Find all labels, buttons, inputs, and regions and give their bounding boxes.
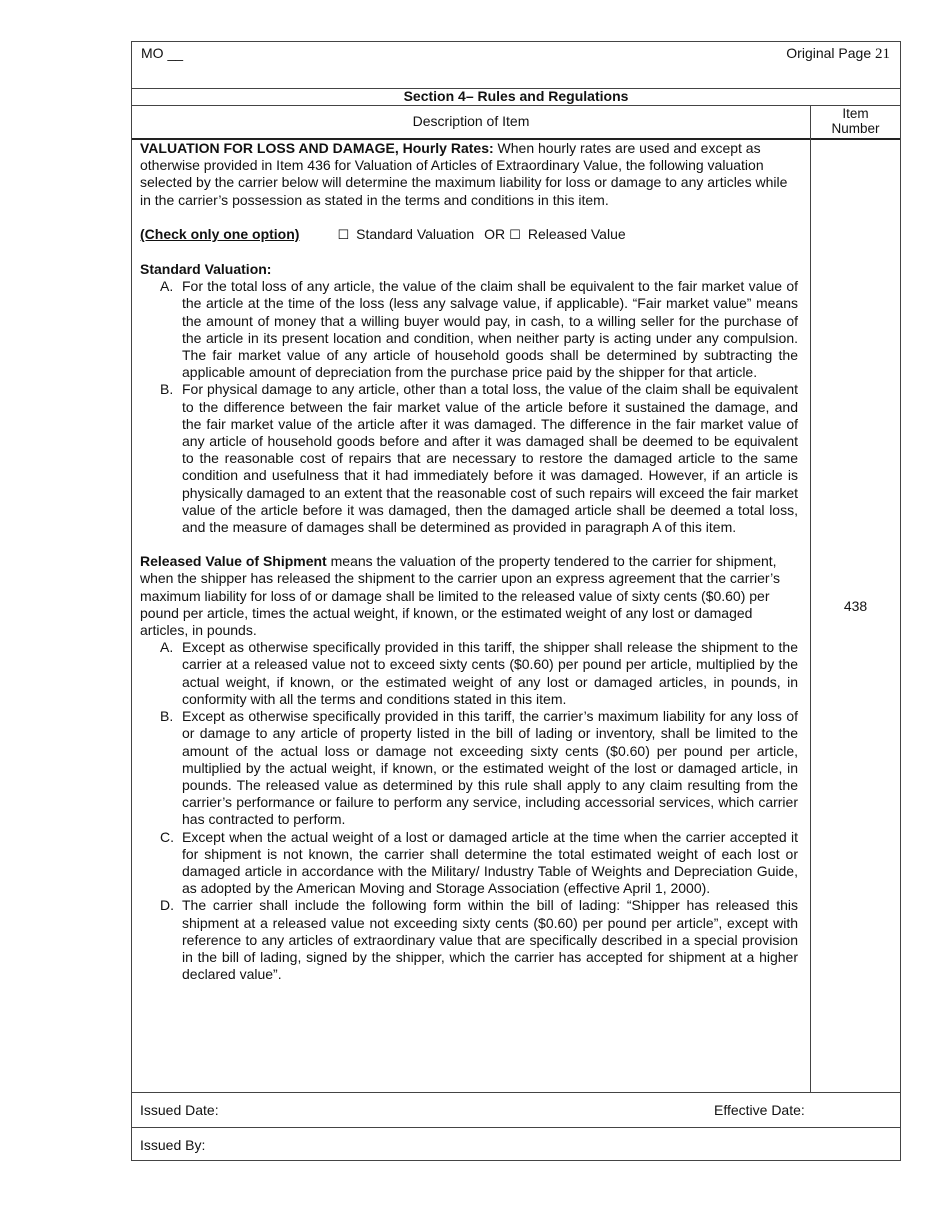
tariff-page-frame bbox=[131, 41, 901, 1161]
standard-checkbox-icon[interactable]: ☐ bbox=[337, 227, 350, 243]
effective-date-label: Effective Date: bbox=[714, 1102, 805, 1118]
list-item: A. For the total loss of any article, the value of the claim shall be equivalent to the fair market value of the article at the time of the loss (less any salvage value, if applicable). “Fair market value” means the amount of money that a willing buyer would pay, in cash, to a willing seller for the purchase of the article in its present location and condition, when neither party is acting under any compulsion. The fair market value of any article of household goods shall be determined by subtracting the applicable amount of depreciation from the purchase price paid by the shipper for that article. bbox=[160, 278, 798, 381]
released-value-option[interactable] bbox=[509, 226, 625, 244]
list-item: D. The carrier shall include the following form within the bill of lading: “Shipper has released this shipment at a released value not exceeding sixty cents ($0.60) per pound per article”, except with reference to any articles of extraordinary value that are specifically described in a special provision in the bill of lading, signed by the shipper, which the carrier has accepted for shipment at a higher declared value”. bbox=[160, 897, 798, 983]
item-content bbox=[140, 140, 798, 983]
original-page bbox=[786, 45, 890, 63]
list-item: B. For physical damage to any article, other than a total loss, the value of the claim shall be equivalent to the difference between the fair market value of the article before it sustained the damage, and the fair market value of the article after it was damaged. The difference in the fair market value of any article of household goods before and after it was damaged shall be deemed to be equivalent to the reasonable cost of repairs that are necessary to restore the damaged article to the same condition and usefulness that it had immediately before it was damaged. However, if an article is physically damaged to an extent that the reasonable cost of such repairs will exceed the fair market value of the article before it was damaged, then the damaged article shall be deemed a total loss, and the measure of damages shall be determined as provided in paragraph A of this item. bbox=[160, 381, 798, 536]
released-checkbox-icon[interactable]: ☐ bbox=[509, 227, 521, 243]
description-cell bbox=[132, 140, 810, 1092]
column-divider bbox=[810, 138, 811, 1092]
column-headers bbox=[132, 105, 900, 140]
option-selector bbox=[140, 226, 798, 244]
original-page-number: 21 bbox=[875, 46, 890, 62]
standard-option-label: Standard Valuation bbox=[356, 225, 475, 242]
check-instruction: (Check only one option) bbox=[140, 225, 300, 242]
item-header-line2: Number bbox=[831, 121, 880, 136]
released-value-text: means the valuation of the property tendered to the carrier for shipment, when the shipper has released the shipment to the carrier upon an express agreement that the carrier’s maximum liability for loss of or damage shall be limited to the released value of sixty cents ($0.60) per pound per article, times the actual weight, if known, or the estimated weight of any lost or damaged articles, in pounds. bbox=[140, 553, 780, 639]
footer-dates bbox=[132, 1092, 900, 1128]
list-item: A. Except as otherwise specifically provided in this tariff, the shipper shall release the shipment to the carrier at a released value not to exceed sixty cents ($0.60) per pound per article, multiplied by the actual weight, if known, or the estimated weight of any lost or damaged articles, in pounds, in conformity with all the terms and conditions stated in this item. bbox=[160, 639, 798, 707]
footer-issued-by bbox=[132, 1127, 900, 1162]
section-title: Section 4– Rules and Regulations bbox=[132, 88, 900, 106]
standard-valuation-heading: Standard Valuation: bbox=[140, 261, 272, 278]
released-value-list bbox=[140, 639, 798, 983]
released-value-paragraph bbox=[140, 553, 798, 639]
list-item: C. Except when the actual weight of a lost or damaged article at the time when the carrier accepted it for shipment is not known, the carrier shall determine the total estimated weight of each lost or damaged article in accordance with the Military/ Industry Table of Weights and Depreciation Guide, as adopted by the American Moving and Storage Association (effective April 1, 2000). bbox=[160, 828, 798, 897]
page-header bbox=[132, 42, 900, 89]
item-number-column-header bbox=[810, 105, 900, 138]
issued-date-label: Issued Date: bbox=[140, 1102, 219, 1118]
released-option-label: Released Value bbox=[527, 225, 626, 242]
mo-label: MO __ bbox=[141, 45, 184, 61]
item-header-line1: Item bbox=[842, 106, 869, 121]
original-page-label: Original Page bbox=[786, 45, 872, 61]
valuation-text: When hourly rates are used and except as otherwise provided in Item 436 for Valuation of Articles of Extraordinary Value, the following valuation selected by the carrier below will determine the maximum liability for loss or damage to any articles while in the carrier’s possession as stated in the terms and conditions in this item. bbox=[140, 140, 788, 208]
released-value-heading: Released Value of Shipment bbox=[140, 553, 327, 570]
list-item: B. Except as otherwise specifically provided in this tariff, the carrier’s maximum liability for any loss of or damage to any article of property listed in the bill of lading or inventory, shall be limited to the amount of the actual loss or damage not exceeding sixty cents ($0.60) per pound per article, multiplied by the actual weight, if known, or the estimated weight of the lost or damaged article, in pounds. The released value as determined by this rule shall apply to any claim resulting from the carrier’s performance or failure to perform any service, including accessorial services, which carrier has contracted to perform. bbox=[160, 708, 798, 828]
item-number-value: 438 bbox=[843, 598, 868, 614]
description-column-header: Description of Item bbox=[412, 113, 530, 129]
valuation-paragraph bbox=[140, 140, 798, 209]
valuation-heading: VALUATION FOR LOSS AND DAMAGE, Hourly Rates: bbox=[140, 140, 494, 156]
issued-by-label: Issued By: bbox=[140, 1137, 206, 1153]
or-label: OR bbox=[484, 225, 506, 242]
standard-valuation-list bbox=[140, 278, 798, 536]
standard-valuation-option[interactable] bbox=[337, 226, 474, 244]
